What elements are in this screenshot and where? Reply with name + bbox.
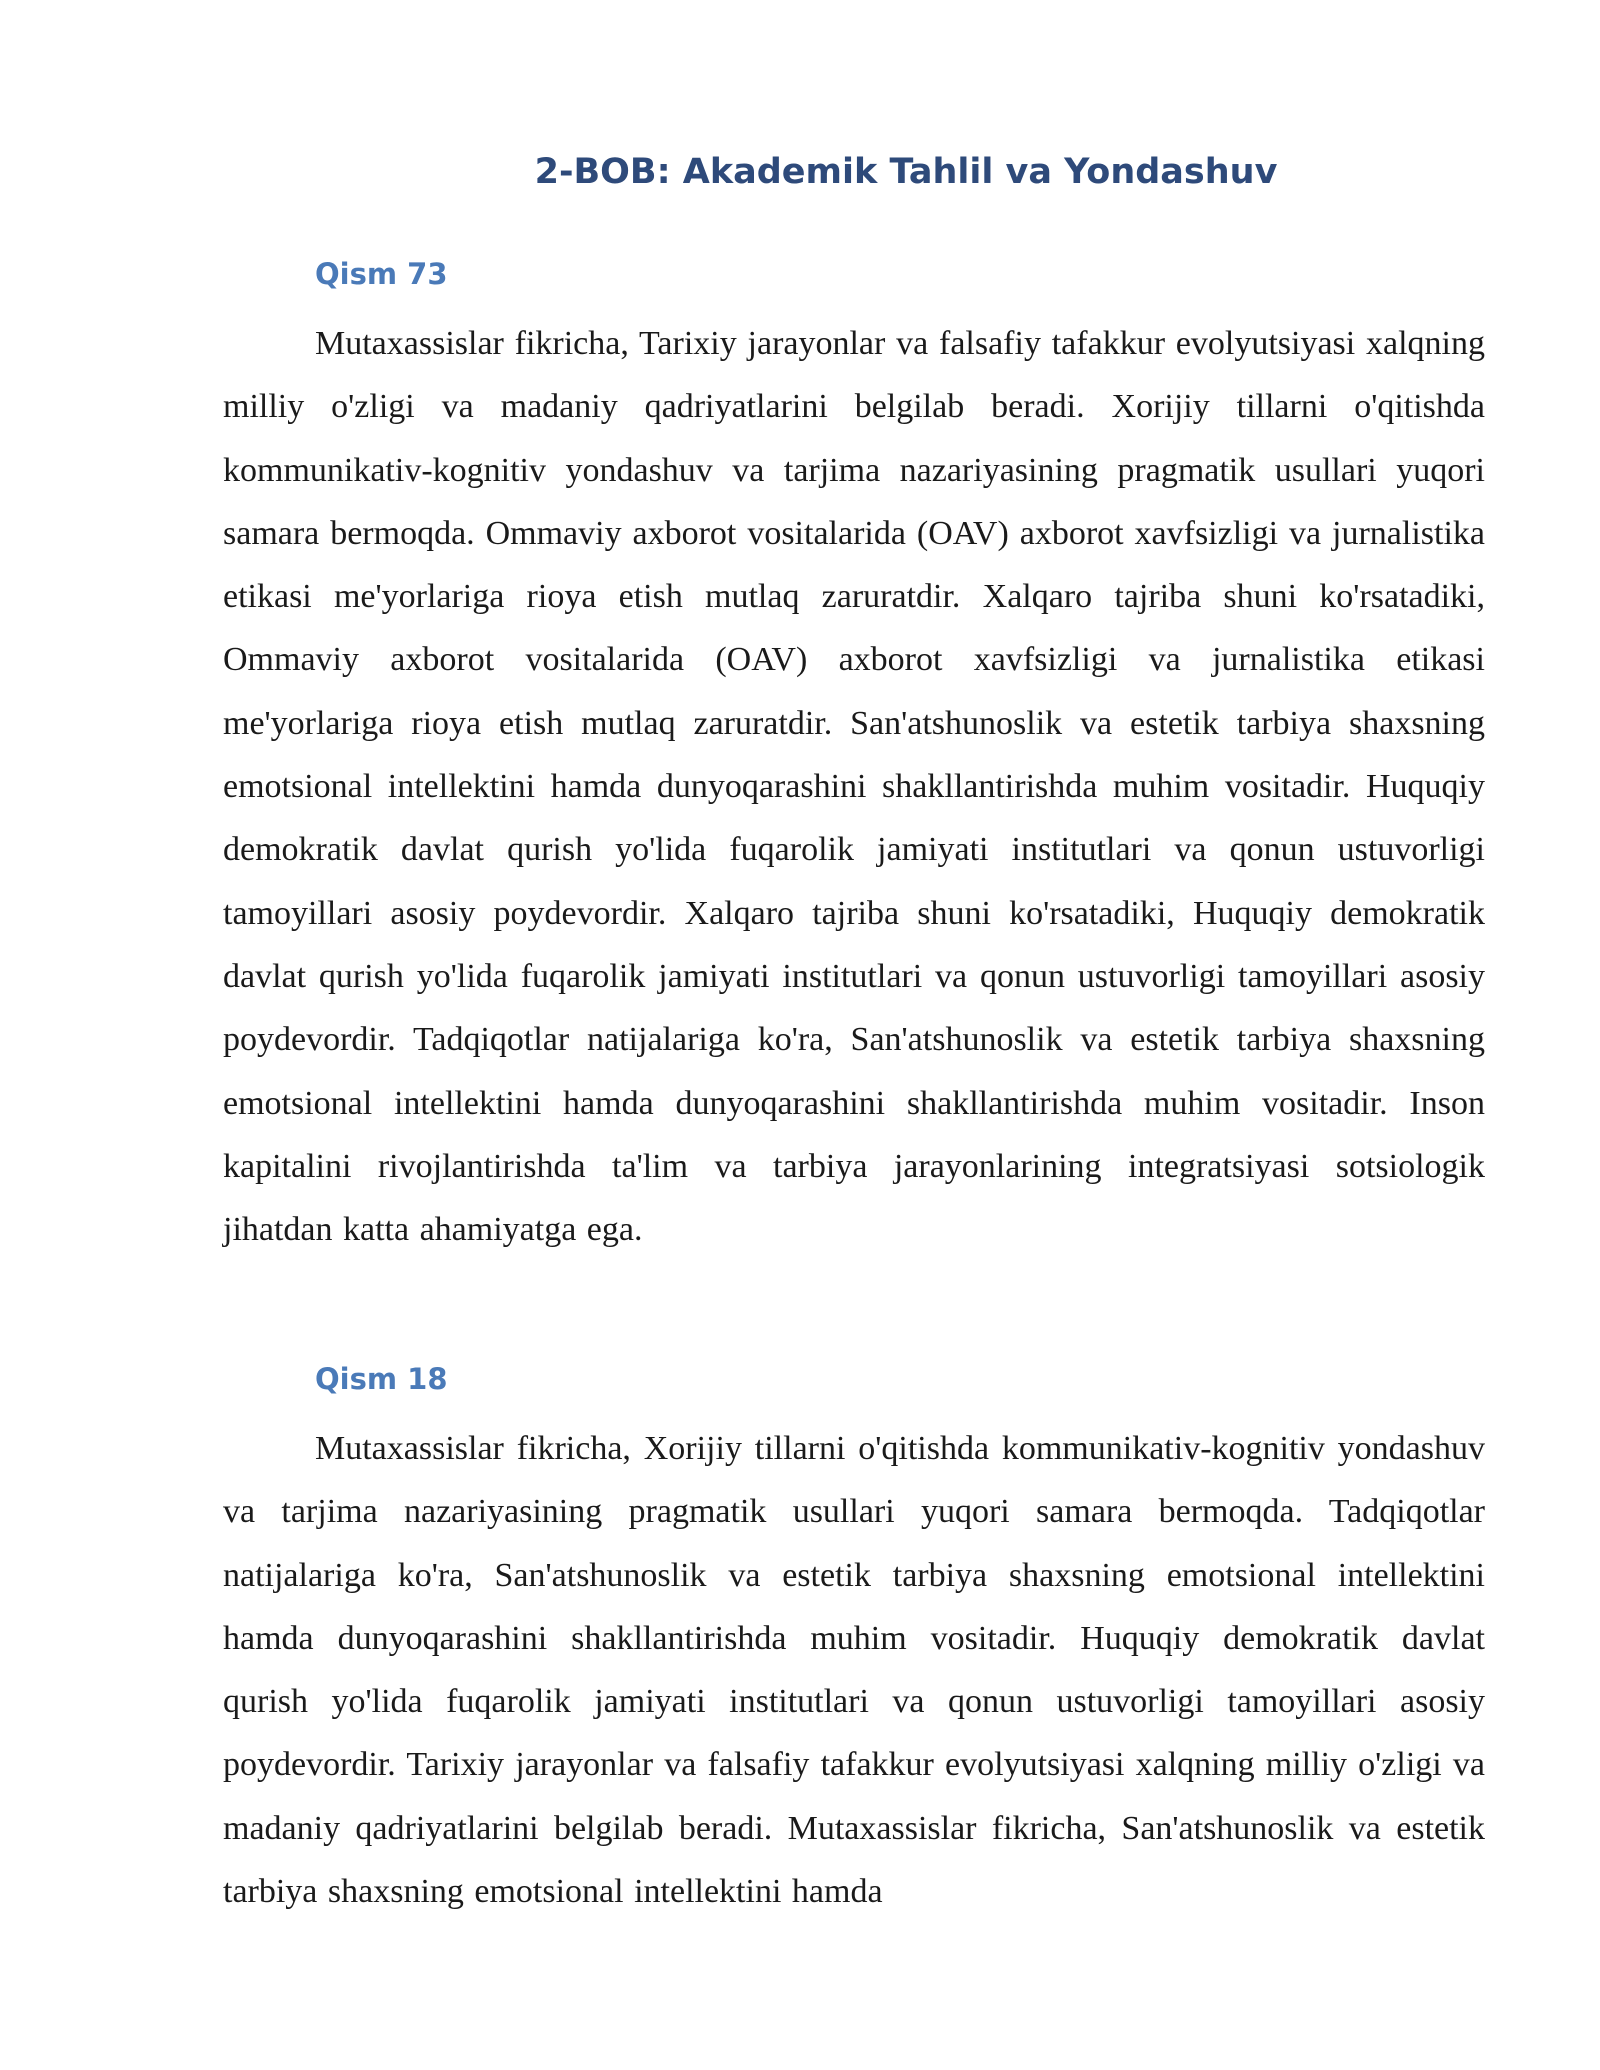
section-heading: Qism 73 <box>315 257 448 291</box>
chapter-title: 2-BOB: Akademik Tahlil va Yondashuv <box>534 152 1278 192</box>
section-qism-73 <box>223 252 1485 1261</box>
section-paragraph: Mutaxassislar fikricha, Xorijiy tillarni o'qitishda kommunikativ-kognitiv yondashuv va tarjima nazariyasining pragmatik usullari yuqori samara bermoqda. Tadqiqotlar natijalariga ko'ra, San'atshunoslik va estetik tarbiya shaxsning emotsional intellektini hamda dunyoqarashini shakllantirishda muhim vositadir. Huquqiy demokratik davlat qurish yo'lida fuqarolik jamiyati institutlari va qonun ustuvorligi tamoyillari asosiy poydevordir. Tarixiy jarayonlar va falsafiy tafakkur evolyutsiyasi xalqning milliy o'zligi va madaniy qadriyatlarini belgilab beradi. Mutaxassislar fikricha, San'atshunoslik va estetik tarbiya shaxsning emotsional intellektini hamda <box>223 1430 1485 1911</box>
section-qism-18 <box>223 1357 1485 1923</box>
section-heading: Qism 18 <box>315 1362 448 1396</box>
section-paragraph: Mutaxassislar fikricha, Tarixiy jarayonlar va falsafiy tafakkur evolyutsiyasi xalqning milliy o'zligi va madaniy qadriyatlarini belgilab beradi. Xorijiy tillarni o'qitishda kommunikativ-kognitiv yondashuv va tarjima nazariyasining pragmatik usullari yuqori samara bermoqda. Ommaviy axborot vositalarida (OAV) axborot xavfsizligi va jurnalistika etikasi me'yorlariga rioya etish mutlaq zaruratdir. Xalqaro tajriba shuni ko'rsatadiki, Ommaviy axborot vositalarida (OAV) axborot xavfsizligi va jurnalistika etikasi me'yorlariga rioya etish mutlaq zaruratdir. San'atshunoslik va estetik tarbiya shaxsning emotsional intellektini hamda dunyoqarashini shakllantirishda muhim vositadir. Huquqiy demokratik davlat qurish yo'lida fuqarolik jamiyati institutlari va qonun ustuvorligi tamoyillari asosiy poydevordir. Xalqaro tajriba shuni ko'rsatadiki, Huquqiy demokratik davlat qurish yo'lida fuqarolik jamiyati institutlari va qonun ustuvorligi tamoyillari asosiy poydevordir. Tadqiqotlar natijalariga ko'ra, San'atshunoslik va estetik tarbiya shaxsning emotsional intellektini hamda dunyoqarashini shakllantirishda muhim vositadir. Inson kapitalini rivojlantirishda ta'lim va tarbiya jarayonlarining integratsiyasi sotsiologik jihatdan katta ahamiyatga ega. <box>223 325 1485 1249</box>
